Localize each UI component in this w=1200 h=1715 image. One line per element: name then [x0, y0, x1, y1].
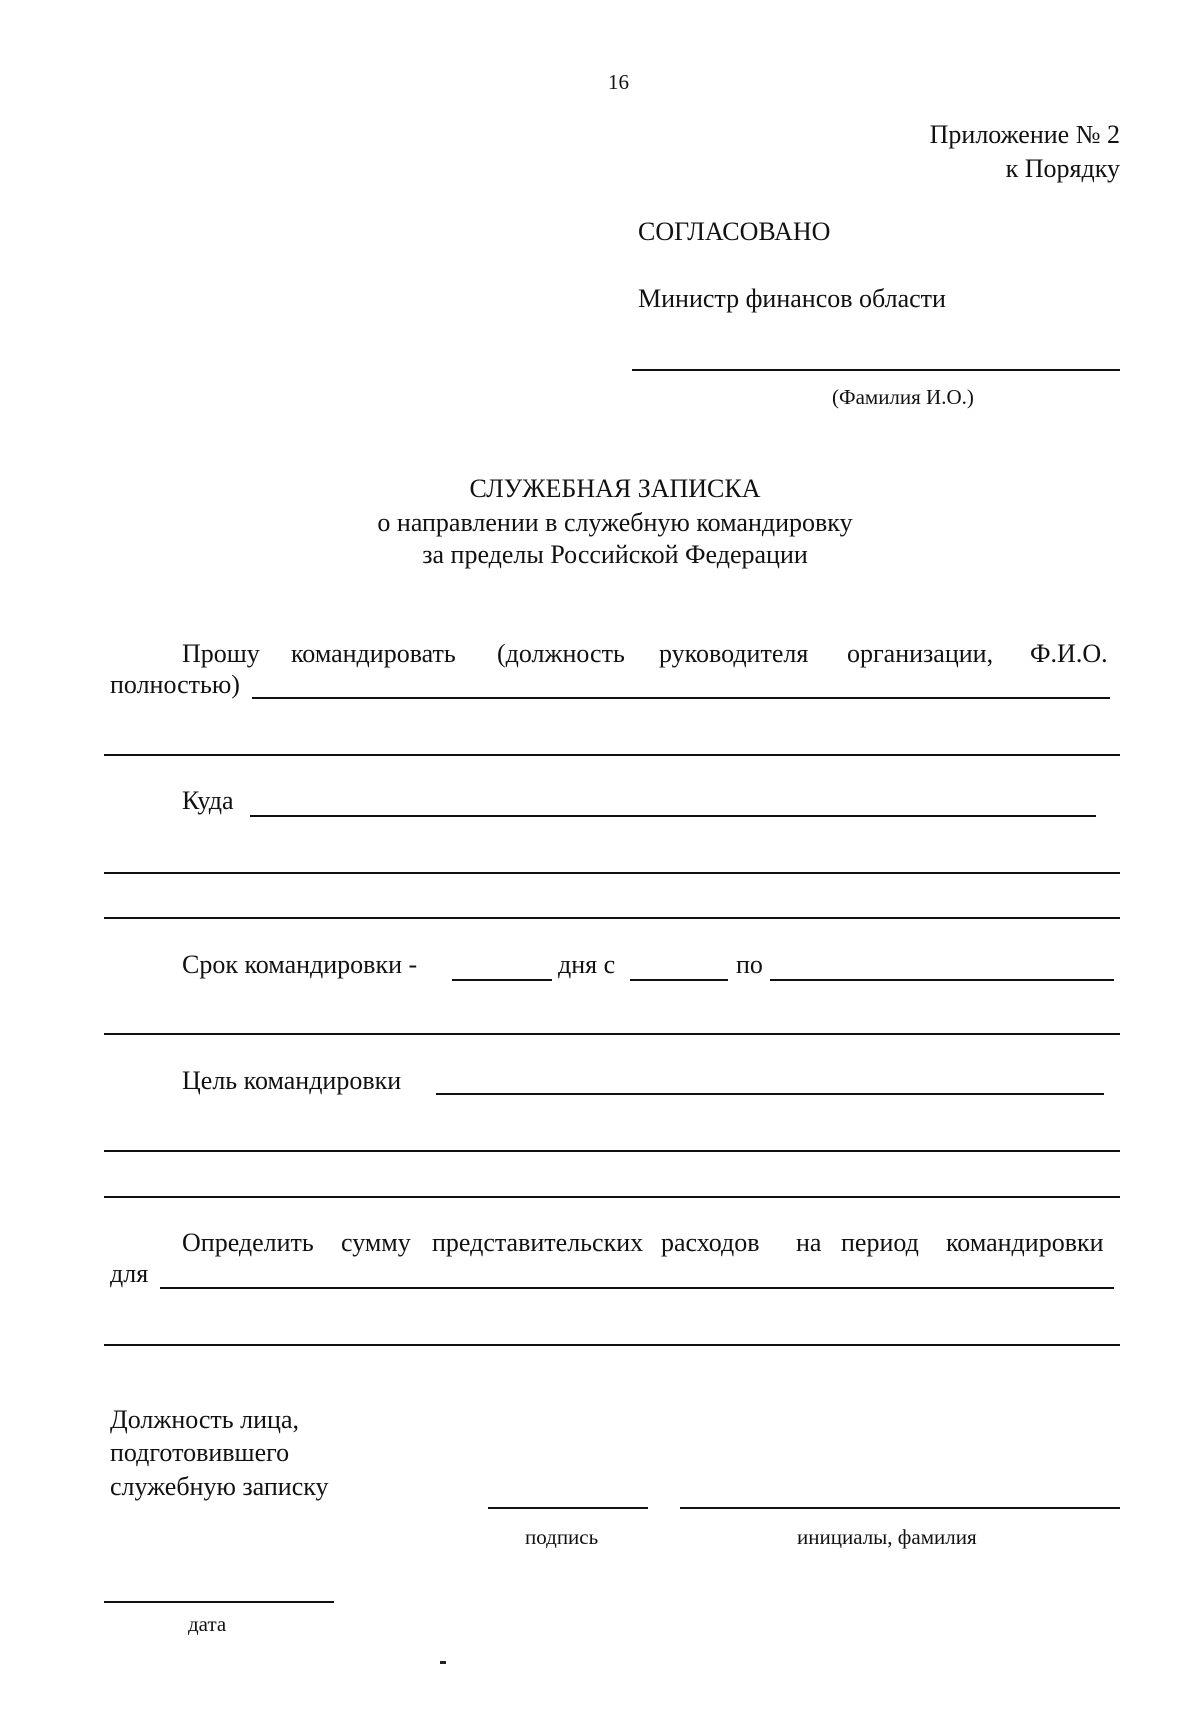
- duration-days-field[interactable]: [452, 979, 552, 981]
- duration-to-label: по: [736, 950, 763, 979]
- expenses-for-label: для: [110, 1259, 149, 1288]
- approval-name-caption: (Фамилия И.О.): [832, 385, 974, 409]
- appendix-reference: к Порядку: [1005, 154, 1120, 183]
- destination-field-3[interactable]: [104, 917, 1120, 919]
- expenses-word-4: расходов: [661, 1228, 760, 1257]
- signature-caption: подпись: [525, 1525, 599, 1549]
- request-word-6: Ф.И.О.: [1030, 639, 1108, 668]
- destination-field[interactable]: [250, 815, 1096, 817]
- approval-title: СОГЛАСОВАНО: [638, 217, 831, 246]
- expenses-field-2[interactable]: [104, 1344, 1120, 1346]
- expenses-word-6: период: [841, 1228, 919, 1257]
- purpose-field-2[interactable]: [104, 1150, 1120, 1152]
- prepared-by-line-2: подготовившего: [110, 1438, 290, 1467]
- destination-field-2[interactable]: [104, 872, 1120, 874]
- memo-title: СЛУЖЕБНАЯ ЗАПИСКА: [469, 474, 761, 503]
- expenses-word-7: командировки: [946, 1228, 1104, 1257]
- memo-subtitle-1: о направлении в служебную командировку: [377, 508, 853, 537]
- page-number: 16: [608, 70, 629, 94]
- scan-mark: [440, 1661, 446, 1664]
- expenses-word-1: Определить: [182, 1228, 314, 1257]
- request-word-1: Прошу: [182, 639, 260, 668]
- appendix-number: Приложение № 2: [929, 120, 1120, 149]
- initials-caption: инициалы, фамилия: [797, 1525, 977, 1549]
- expenses-word-2: сумму: [341, 1228, 411, 1257]
- request-word-3: (должность: [497, 639, 625, 668]
- employee-name-field-2[interactable]: [104, 754, 1120, 756]
- destination-label: Куда: [182, 786, 234, 815]
- purpose-label: Цель командировки: [182, 1066, 402, 1095]
- employee-name-field[interactable]: [252, 697, 1110, 699]
- approval-signature-line: [632, 369, 1120, 371]
- expenses-word-5: на: [796, 1228, 822, 1257]
- memo-subtitle-2: за пределы Российской Федерации: [422, 540, 808, 569]
- date-field[interactable]: [104, 1601, 334, 1603]
- request-continuation: полностью): [110, 670, 240, 699]
- prepared-by-line-1: Должность лица,: [110, 1405, 299, 1434]
- request-word-2: командировать: [291, 639, 456, 668]
- approval-position: Министр финансов области: [638, 284, 946, 313]
- purpose-field-3[interactable]: [104, 1196, 1120, 1198]
- duration-label: Срок командировки -: [182, 950, 418, 979]
- purpose-field[interactable]: [436, 1093, 1104, 1095]
- request-word-4: руководителя: [659, 639, 809, 668]
- date-caption: дата: [188, 1612, 227, 1636]
- signature-field[interactable]: [488, 1507, 648, 1509]
- initials-field[interactable]: [680, 1507, 1120, 1509]
- expenses-word-3: представительских: [432, 1228, 644, 1257]
- duration-to-field[interactable]: [770, 979, 1114, 981]
- expenses-field[interactable]: [160, 1287, 1114, 1289]
- prepared-by-line-3: служебную записку: [110, 1472, 329, 1501]
- duration-field-2[interactable]: [104, 1033, 1120, 1035]
- duration-from-field[interactable]: [630, 979, 728, 981]
- request-word-5: организации,: [847, 639, 994, 668]
- duration-days-label: дня с: [558, 950, 616, 979]
